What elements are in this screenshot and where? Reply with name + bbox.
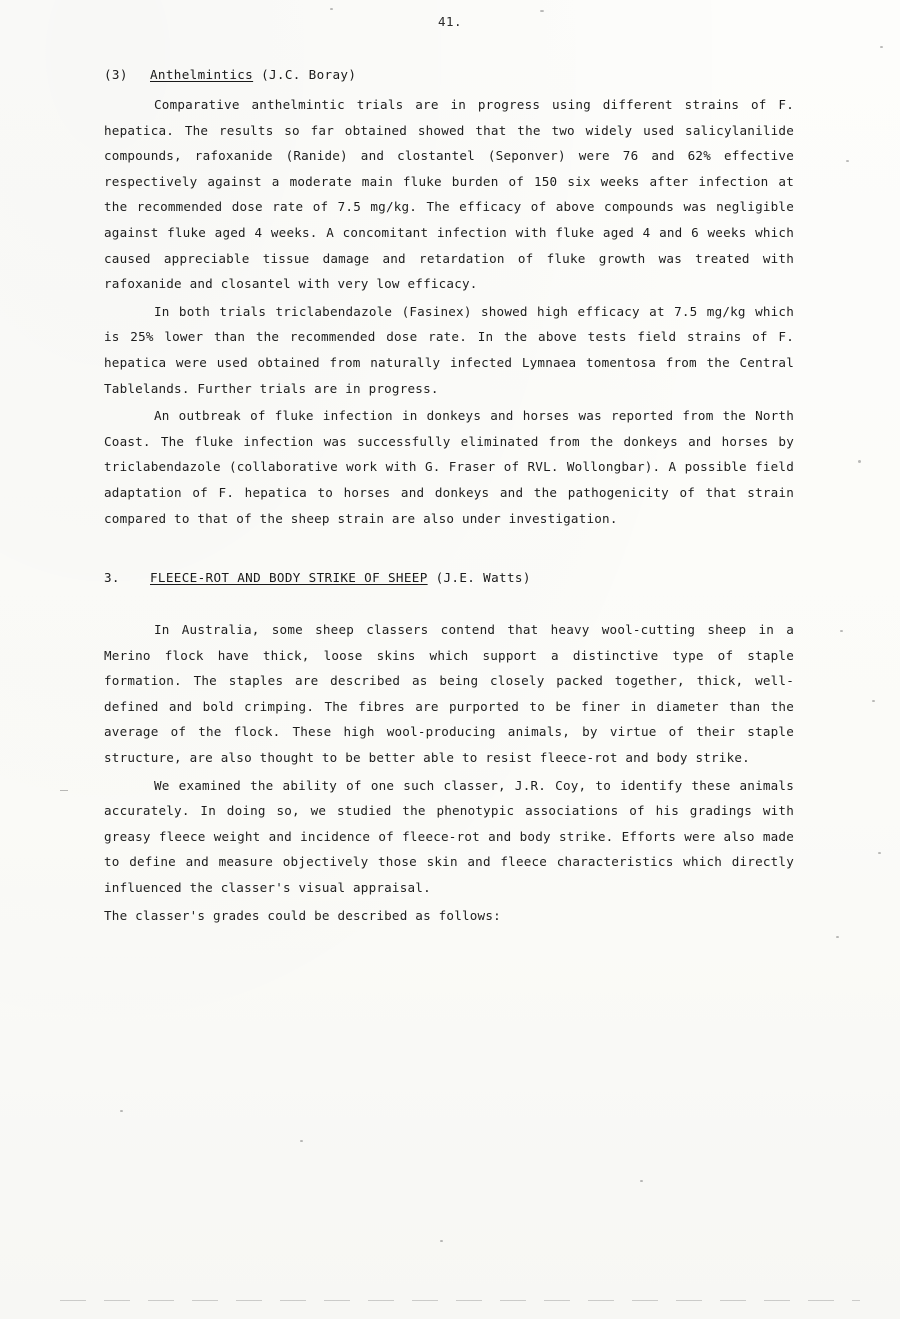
paragraph: We examined the ability of one such classer, J.R. Coy, to identify these animals accurately. In doing so, we studied the phenotypic associations of his gradings with greasy fleece weight and incidence of fleece-rot and body strike. Efforts were also made to define and measure objectively those skin and fleece characteristics which directly influenced the classer's visual appraisal. bbox=[104, 777, 794, 896]
section-title: Anthelmintics bbox=[150, 67, 254, 82]
page-number: 41. bbox=[437, 14, 463, 29]
section-author: (J.E. Watts) bbox=[435, 570, 531, 586]
scan-speckle bbox=[640, 1180, 643, 1182]
section-heading-anthelmintics bbox=[104, 62, 794, 88]
scan-speckle bbox=[840, 630, 843, 632]
section-heading-fleece-rot bbox=[104, 565, 794, 591]
scan-speckle bbox=[846, 160, 849, 162]
scan-speckle bbox=[540, 10, 544, 12]
scan-speckle bbox=[440, 1240, 443, 1242]
paragraph: The classer's grades could be described as follows: bbox=[104, 907, 501, 923]
scan-speckle bbox=[858, 460, 861, 463]
scan-speckle bbox=[878, 852, 881, 854]
scan-speckle bbox=[60, 790, 68, 791]
scan-speckle bbox=[880, 46, 883, 48]
paragraph: In Australia, some sheep classers contend that heavy wool-cutting sheep in a Merino flock have thick, loose skins which support a distinctive type of staple formation. The staples are described as being closely packed together, thick, well-defined and bold crimping. The fibres are purported to be finer in diameter than the average of the flock. These high wool-producing animals, by virtue of their staple structure, are also thought to be better able to resist fleece-rot and body strike. bbox=[104, 622, 794, 766]
scan-speckle bbox=[872, 700, 875, 702]
paragraph: An outbreak of fluke infection in donkeys and horses was reported from the North Coast. The fluke infection was successfully eliminated from the donkeys and horses by triclabendazole (collaborative work with G. Fraser of RVL. Wollongbar). A possible field adaptation of F. hepatica to horses and donkeys and the pathogenicity of that strain compared to that of the sheep strain are also under investigation. bbox=[104, 408, 794, 526]
page-bottom-edge bbox=[60, 1300, 860, 1301]
scan-speckle bbox=[330, 8, 333, 10]
scan-speckle bbox=[300, 1140, 303, 1142]
paragraph: Comparative anthelmintic trials are in progress using different strains of F. hepatica. The results so far obtained showed that the two widely used salicylanilide compounds, rafoxanide (Ranide) and clostantel (Seponver) were 76 and 62% effective respectively against a moderate main fluke burden of 150 six weeks after infection at the recommended dose rate of 7.5 mg/kg. The efficacy of above compounds was negligible against fluke aged 4 weeks. A concomitant infection with fluke aged 4 and 6 weeks which caused appreciable tissue damage and retardation of fluke growth was treated with rafoxanide and closantel with very low efficacy. bbox=[104, 97, 794, 292]
section-number: 3. bbox=[104, 570, 120, 586]
scan-speckle bbox=[836, 936, 839, 938]
paragraph: In both trials triclabendazole (Fasinex) showed high efficacy at 7.5 mg/kg which is 25% lower than the recommended dose rate. In the above tests field strains of F. hepatica were used obtained from naturally infected Lymnaea tomentosa from the Central Tablelands. Further trials are in progress. bbox=[104, 303, 794, 396]
page-content bbox=[104, 62, 794, 928]
section-number: (3) bbox=[104, 67, 128, 82]
section-author: (J.C. Boray) bbox=[261, 67, 357, 82]
scan-speckle bbox=[120, 1110, 123, 1112]
section-title: FLEECE-ROT AND BODY STRIKE OF SHEEP bbox=[150, 570, 428, 586]
